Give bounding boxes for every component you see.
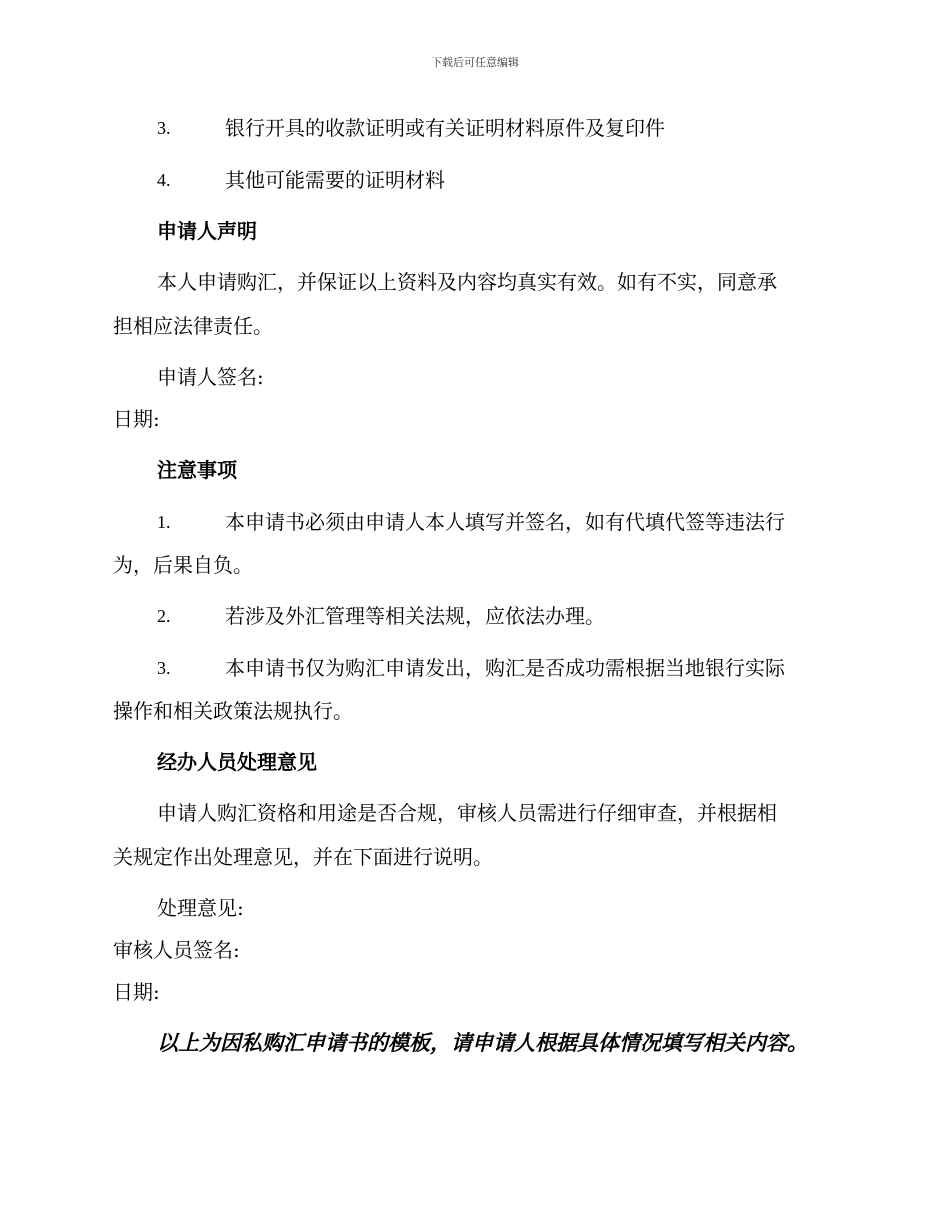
handler-text-line-2: 关规定作出处理意见，并在下面进行说明。 xyxy=(113,845,493,869)
applicant-signature-label: 申请人签名: xyxy=(157,365,264,389)
note-item-text: 本申请书必须由申请人本人填写并签名，如有代填代签等违法行 xyxy=(225,510,785,534)
declaration-text-line-1: 本人申请购汇，并保证以上资料及内容均真实有效。如有不实，同意承 xyxy=(157,270,777,294)
note-item-continuation: 操作和相关政策法规执行。 xyxy=(113,699,353,723)
handler-heading: 经办人员处理意见 xyxy=(157,750,317,774)
note-item-continuation: 为，后果自负。 xyxy=(113,553,253,577)
opinion-label: 处理意见: xyxy=(157,896,244,920)
list-item-text: 银行开具的收款证明或有关证明材料原件及复印件 xyxy=(225,116,665,140)
note-item-text: 本申请书仅为购汇申请发出，购汇是否成功需根据当地银行实际 xyxy=(225,656,785,680)
list-item-text: 其他可能需要的证明材料 xyxy=(225,168,445,192)
note-item-number: 1. xyxy=(157,512,171,532)
declaration-heading: 申请人声明 xyxy=(157,219,257,243)
reviewer-signature-label: 审核人员签名: xyxy=(113,938,240,962)
handler-date-label: 日期: xyxy=(113,980,160,1004)
note-item-number: 3. xyxy=(157,658,171,678)
handler-text-line-1: 申请人购汇资格和用途是否合规，审核人员需进行仔细审查，并根据相 xyxy=(157,801,777,825)
note-item-number: 2. xyxy=(157,606,171,626)
page-header: 下载后可任意编辑 xyxy=(431,56,519,69)
note-item-text: 若涉及外汇管理等相关法规，应依法办理。 xyxy=(225,604,605,628)
declaration-text-line-2: 担相应法律责任。 xyxy=(113,314,273,338)
notes-heading: 注意事项 xyxy=(157,458,237,482)
list-item-number: 4. xyxy=(157,170,171,190)
declaration-date-label: 日期: xyxy=(113,407,160,431)
list-item-number: 3. xyxy=(157,118,171,138)
template-footnote: 以上为因私购汇申请书的模板，请申请人根据具体情况填写相关内容。 xyxy=(157,1030,808,1055)
